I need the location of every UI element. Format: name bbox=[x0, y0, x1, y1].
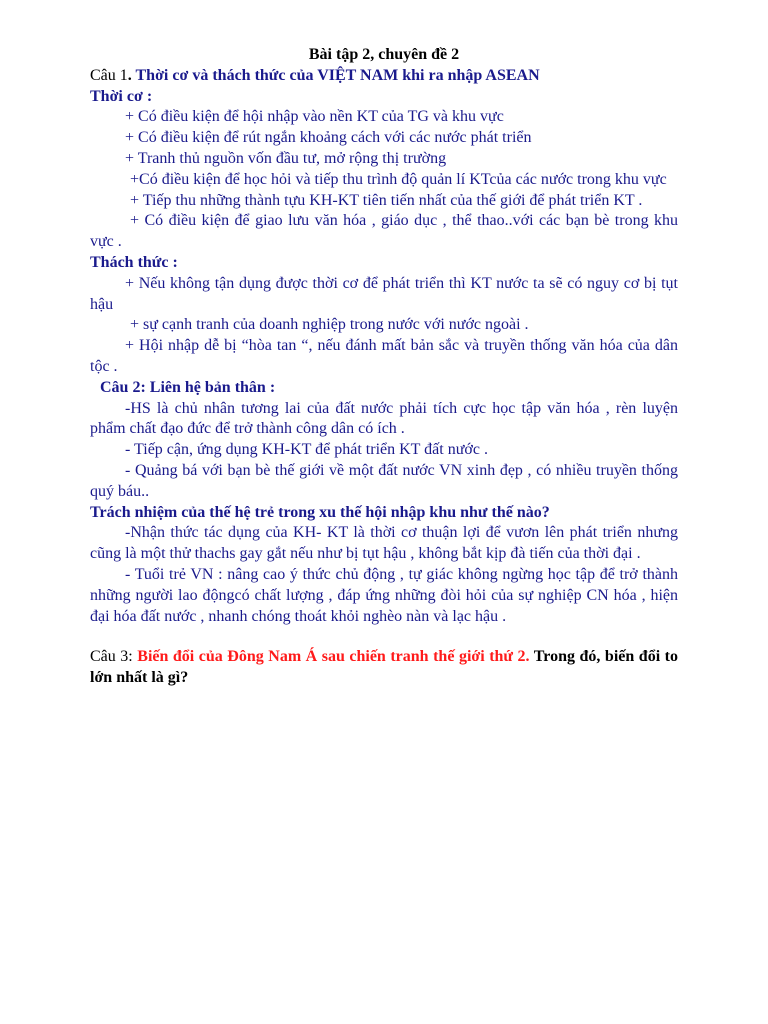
thoi-co-item: +Có điều kiện để học hỏi và tiếp thu trình độ quản lí KTcủa các nước trong khu vực bbox=[130, 170, 667, 188]
cau2-item: -HS là chủ nhân tương lai của đất nước phải tích cực học tập văn hóa , rèn luyện phẩm chất đạo đức để trở thành công dân có ích . bbox=[90, 399, 678, 438]
thach-thuc-item: + Nếu không tận dụng được thời cơ để phát triển thì KT nước ta sẽ có nguy cơ bị tụt hậu bbox=[90, 274, 678, 313]
cau3-red-text: Biến đổi của Đông Nam Á sau chiến tranh thế giới thứ 2. bbox=[137, 648, 530, 666]
cau1-label: Câu 1 bbox=[90, 66, 128, 84]
cau3-sep: : bbox=[128, 648, 138, 666]
cau2-heading: Câu 2: Liên hệ bản thân : bbox=[100, 378, 276, 396]
thoi-co-item: + Có điều kiện để giao lưu văn hóa , giáo dục , thể thao..với các bạn bè trong khu vực . bbox=[90, 212, 678, 251]
spacer bbox=[90, 627, 678, 647]
trach-nhiem-item: -Nhận thức tác dụng của KH- KT là thời cơ thuận lợi để vươn lên phát triển nhưng cũng là một thử thachs gay gắt nếu như bị tụt hậu , không bắt kịp đà tiến của thời đại . bbox=[90, 524, 678, 563]
thoi-co-item: + Có điều kiện để rút ngắn khoảng cách với các nước phát triển bbox=[125, 129, 532, 147]
thoi-co-item: + Tranh thủ nguồn vốn đầu tư, mở rộng thị trường bbox=[125, 149, 447, 167]
cau1-sep: . bbox=[127, 66, 136, 84]
trach-nhiem-heading: Trách nhiệm của thế hệ trẻ trong xu thế hội nhập khu như thế nào? bbox=[90, 503, 550, 521]
cau2-item: - Tiếp cận, ứng dụng KH-KT để phát triển KT đất nước . bbox=[125, 441, 488, 459]
thoi-co-heading: Thời cơ : bbox=[90, 87, 153, 105]
thoi-co-item: + Tiếp thu những thành tựu KH-KT tiên tiến nhất của thế giới để phát triển KT . bbox=[130, 191, 643, 209]
cau3-label: Câu 3 bbox=[90, 648, 129, 666]
thach-thuc-item: + Hội nhập dễ bị “hòa tan “, nếu đánh mất bản sắc và truyền thống văn hóa của dân tộc . bbox=[90, 337, 678, 375]
cau2-item: - Quảng bá với bạn bè thế giới về một đất nước VN xinh đẹp , có nhiều truyền thống quý báu.. bbox=[90, 461, 678, 500]
cau3-rest: Trong đó, biến đổi to lớn nhất là gì? bbox=[90, 648, 678, 687]
cau1-heading bbox=[90, 66, 678, 87]
thach-thuc-heading: Thách thức : bbox=[90, 253, 178, 271]
document-page bbox=[90, 45, 678, 689]
thoi-co-item: + Có điều kiện để hội nhập vào nền KT của TG và khu vực bbox=[125, 108, 504, 126]
trach-nhiem-item: - Tuổi trẻ VN : nâng cao ý thức chủ động , tự giác không ngừng học tập để trở thành những người lao độngcó chất lượng , đáp ứng những đòi hỏi của sự nghiệp CN hóa , hiện đại hóa đất nước , nhanh chóng thoát khỏi nghèo nàn và lạc hậu . bbox=[90, 565, 678, 625]
thach-thuc-item: + sự cạnh tranh của doanh nghiệp trong nước với nước ngoài . bbox=[130, 316, 529, 334]
cau3-paragraph bbox=[90, 647, 678, 689]
cau1-text: Thời cơ và thách thức của VIỆT NAM khi ra nhập ASEAN bbox=[135, 66, 540, 84]
document-title: Bài tập 2, chuyên đề 2 bbox=[308, 46, 460, 63]
